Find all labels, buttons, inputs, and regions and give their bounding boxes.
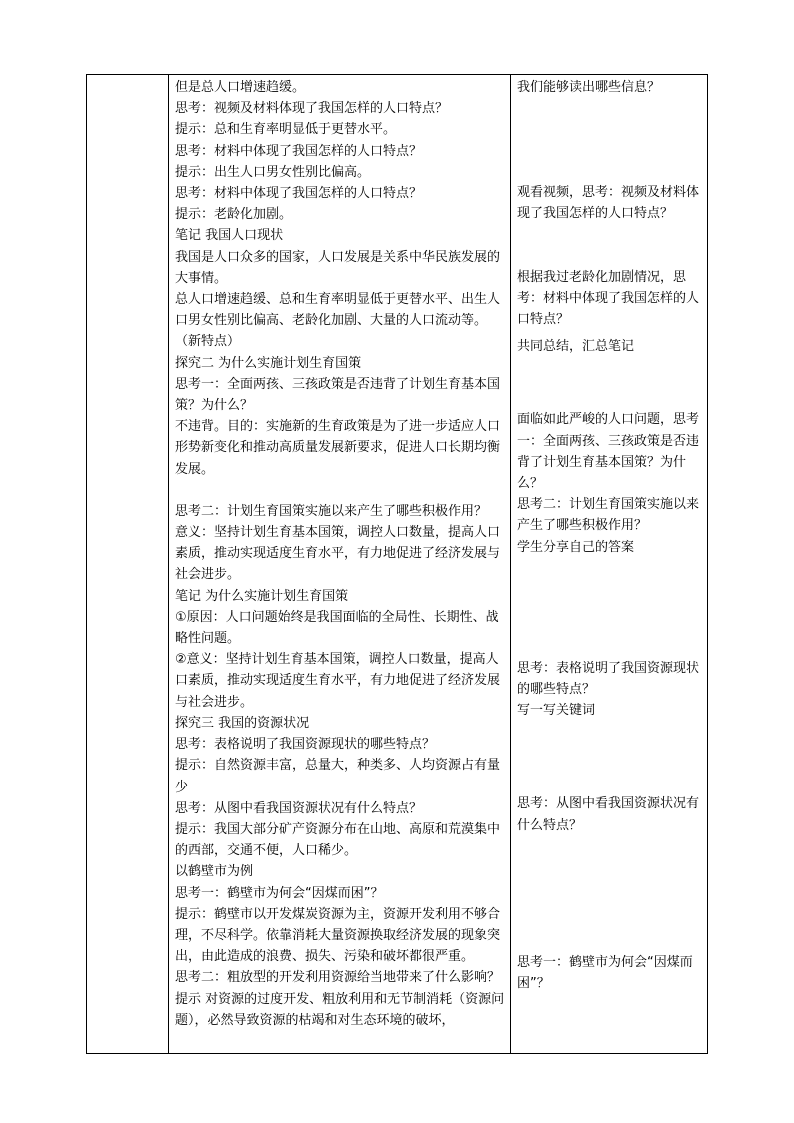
text-line: 学生分享自己的答案 [517, 539, 635, 555]
text-line: 提示：总和生育率明显低于更替水平。 [175, 122, 397, 138]
text-line: ②意义：坚持计划生育基本国策，调控人口数量，提高人口素质，推动实现适度生育水平，有力地促进了经济发展与社会进步。 [175, 652, 501, 710]
note-heading: 笔记 为什么实施计划生育国策 [175, 588, 349, 604]
text-line: 思考：从图中看我国资源状况有什么特点？ [517, 796, 700, 833]
text-line: 意义：坚持计划生育基本国策，调控人口数量，提高人口素质，推动实现适度生育水平，有力地促进了经济发展与社会进步。 [175, 525, 501, 583]
note-heading: 笔记 我国人口现状 [175, 228, 284, 244]
text-line: 提示：出生人口男女性别比偏高。 [175, 164, 371, 180]
text-line: 提示：老龄化加剧。 [175, 207, 293, 223]
student-activity [511, 75, 707, 994]
text-line: 提示：自然资源丰富，总量大，种类多、人均资源占有量少 [175, 758, 501, 795]
text-line: 写一写关键词 [517, 703, 596, 719]
text-line: 思考：表格说明了我国资源现状的哪些特点？ [517, 660, 700, 698]
section-heading: 探究三 我国的资源状况 [175, 715, 310, 731]
text-line: 不违背。目的：实施新的生育政策是为了进一步适应人口形势新变化和推动高质量发展新要求，促进人口长期均衡发展。 [175, 419, 501, 477]
teaching-content-cell [169, 75, 511, 1054]
text-line: 思考一：鹤壁市为何会“因煤而困”？ [175, 885, 384, 901]
text-line: 但是总人口增速趋缓。 [175, 80, 306, 95]
text-line: 我们能够读出哪些信息？ [517, 80, 661, 95]
text-line: ①原因：人口问题始终是我国面临的全局性、长期性、战略性问题。 [175, 609, 499, 647]
text-line: 思考一：鹤壁市为何会“因煤而困”？ [517, 954, 693, 992]
text-line: 思考二：计划生育国策实施以来产生了哪些积极作用？ [517, 497, 700, 534]
student-activity-cell [511, 75, 708, 1054]
text-line: 提示：我国大部分矿产资源分布在山地、高原和荒漠集中的西部，交通不便，人口稀少。 [175, 821, 501, 859]
section-heading: 探究二 为什么实施计划生育国策 [175, 355, 362, 371]
lesson-plan-table [86, 74, 708, 1054]
text-line: 提示：鹤壁市以开发煤炭资源为主，资源开发利用不够合理，不尽科学。依靠消耗大量资源换取经济发展的现象突出，由此造成的浪费、损失、污染和破坏都很严重。 [175, 906, 501, 965]
stage-cell [87, 75, 169, 1054]
teaching-content [169, 75, 510, 1031]
text-line: 以鹤壁市为例 [175, 864, 254, 880]
text-line: 提示 对资源的过度开发、粗放利用和无节制消耗（资源问题），必然导致资源的枯竭和对生态环境的破坏， [175, 991, 505, 1028]
text-line: 思考一：全面两孩、三孩政策是否违背了计划生育基本国策？为什么？ [175, 376, 501, 414]
text-line: 我国是人口众多的国家，人口发展是关系中华民族发展的大事情。 [175, 249, 501, 286]
text-line: 思考二：粗放型的开发利用资源给当地带来了什么影响？ [175, 970, 501, 986]
text-line: 思考：从图中看我国资源状况有什么特点？ [175, 800, 423, 816]
text-line: 面临如此严峻的人口问题，思考一：全面两孩、三孩政策是否违背了计划生育基本国策？为什么？ [517, 412, 700, 492]
text-line: 总人口增速趋缓、总和生育率明显低于更替水平、出生人口男女性别比偏高、老龄化加剧、大量的人口流动等。（新特点） [175, 292, 501, 350]
text-line: 思考二：计划生育国策实施以来产生了哪些积极作用？ [175, 503, 488, 519]
text-line: 共同总结，汇总笔记 [517, 339, 635, 355]
text-line: 思考：视频及材料体现了我国怎样的人口特点？ [175, 101, 449, 117]
text-line: 思考：材料中体现了我国怎样的人口特点？ [175, 186, 423, 202]
text-line: 根据我过老龄化加剧情况，思考：材料中体现了我国怎样的人口特点？ [517, 269, 700, 328]
text-line: 思考：表格说明了我国资源现状的哪些特点？ [175, 737, 436, 753]
text-line: 观看视频，思考：视频及材料体现了我国怎样的人口特点？ [517, 185, 700, 222]
text-line: 思考：材料中体现了我国怎样的人口特点？ [175, 143, 423, 159]
table-row [87, 75, 708, 1054]
